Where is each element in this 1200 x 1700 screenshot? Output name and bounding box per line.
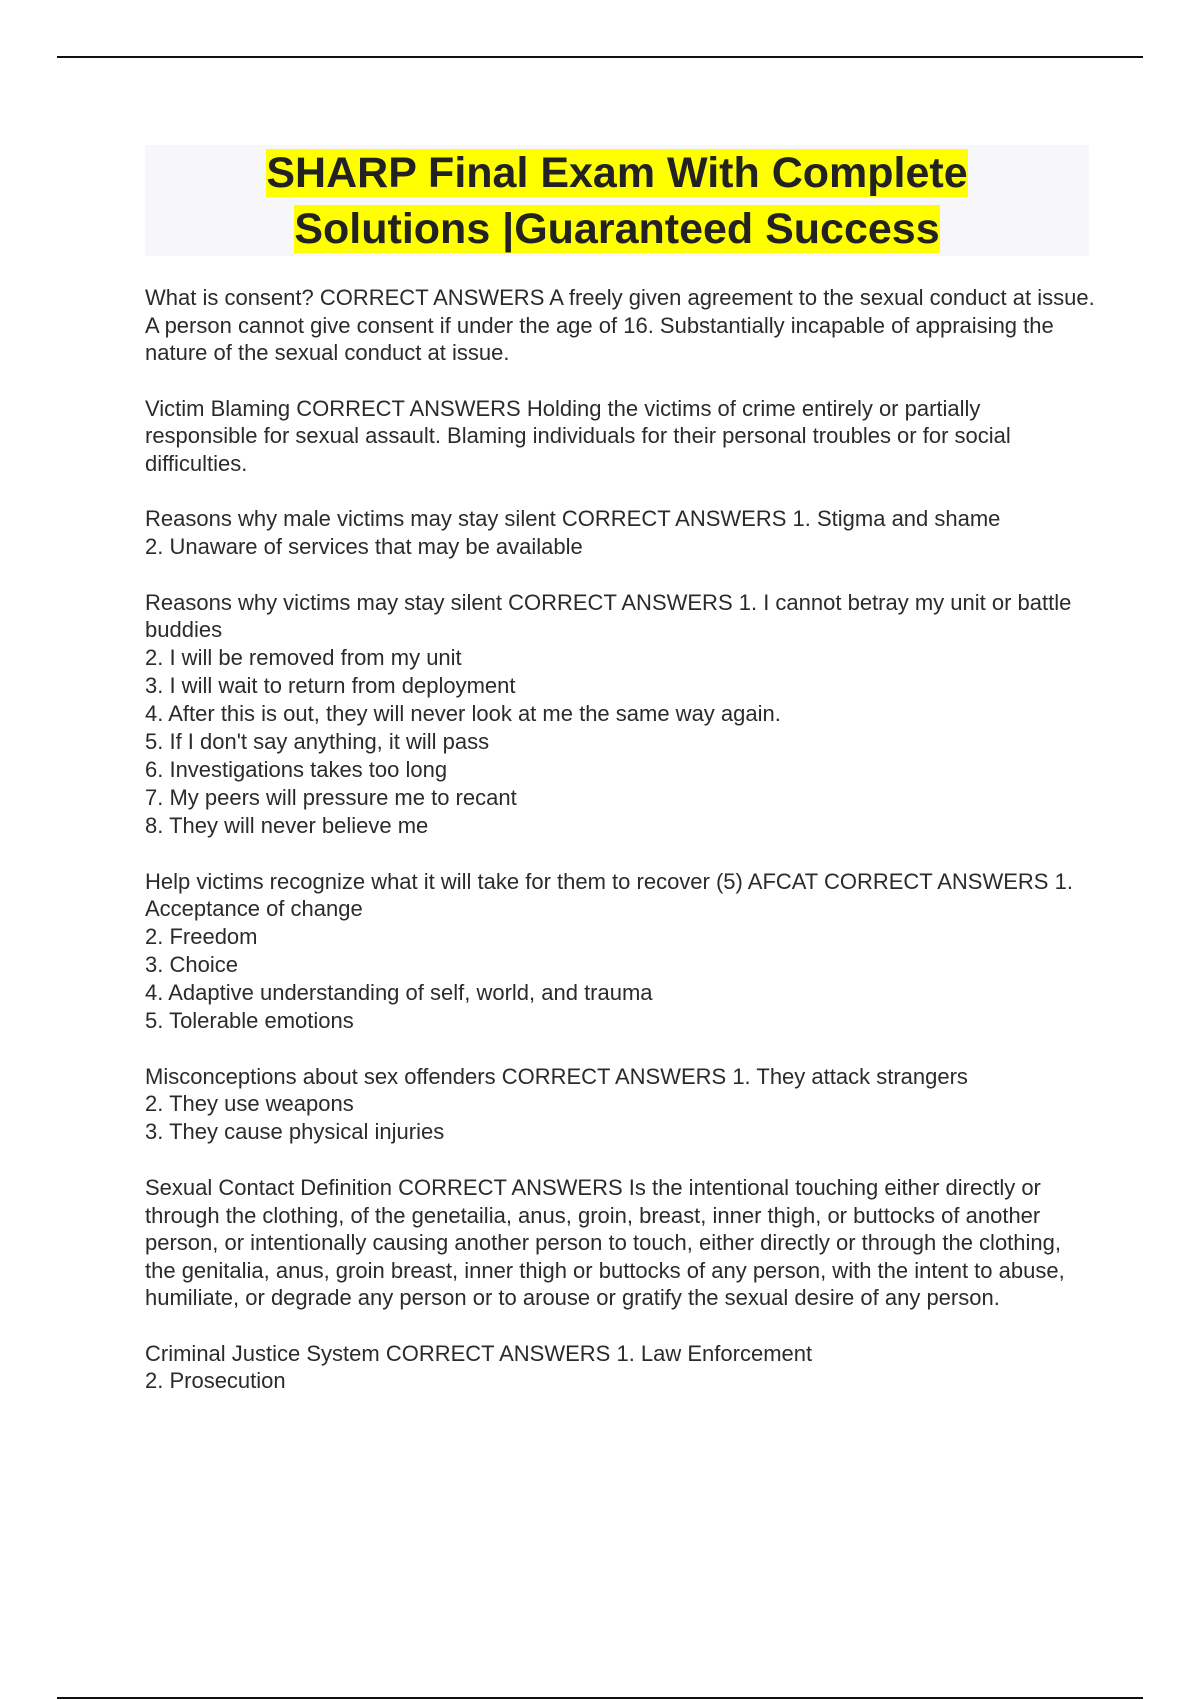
document-title	[145, 145, 1089, 256]
list-item: 3. Choice	[145, 951, 238, 977]
list-item: 3. I will wait to return from deployment	[145, 672, 516, 698]
list-item: 6. Investigations takes too long	[145, 756, 448, 782]
list-item: 5. If I don't say anything, it will pass	[145, 728, 490, 754]
list-item: 5. Tolerable emotions	[145, 1007, 354, 1033]
top-rule	[57, 56, 1143, 58]
title-line-1: SHARP Final Exam With Complete	[266, 149, 968, 197]
list-item: 2. Unaware of services that may be available	[145, 533, 583, 559]
qa-entry-victims-silent: Reasons why victims may stay silent CORRECT ANSWERS 1. I cannot betray my unit or battle buddies 2. I will be removed from my unit 3. I will wait to return from deployment 4. After this is out, they will never look at me the same way again. 5. If I don't say anything, it will pass 6. Investigations takes too long 7. My peers will pressure me to recant 8. They will never believe me	[145, 589, 1095, 840]
qa-entry-consent: What is consent? CORRECT ANSWERS A freely given agreement to the sexual conduct at issue. A person cannot give consent if under the age of 16. Substantially incapable of appraising the nature of the sexual conduct at issue.	[145, 285, 1095, 365]
list-item: 4. Adaptive understanding of self, world, and trauma	[145, 979, 653, 1005]
qa-entry-male-victims-silent: Reasons why male victims may stay silent CORRECT ANSWERS 1. Stigma and shame 2. Unaware of services that may be available	[145, 505, 1095, 561]
list-item: 2. Freedom	[145, 923, 258, 949]
title-line-2: Solutions |Guaranteed Success	[294, 205, 940, 253]
qa-entry-victim-blaming: Victim Blaming CORRECT ANSWERS Holding the victims of crime entirely or partially responsible for sexual assault. Blaming individuals for their personal troubles or for social difficulties.	[145, 395, 1011, 476]
qa-entry-sexual-contact: Sexual Contact Definition CORRECT ANSWERS Is the intentional touching either directly or through the clothing, of the genetailia, anus, groin, breast, inner thigh, or buttocks of another person, or intentionally causing another person to touch, either directly or through the clothing, the genitalia, anus, groin breast, inner thigh or buttocks of any person, with the intent to abuse, humiliate, or degrade any person or to arouse or gratify the sexual desire of any person.	[145, 1175, 1065, 1310]
bottom-rule	[57, 1697, 1143, 1699]
list-item: 2. I will be removed from my unit	[145, 644, 462, 670]
qa-list	[145, 284, 1095, 1423]
list-item: 4. After this is out, they will never look at me the same way again.	[145, 700, 781, 726]
list-item: 7. My peers will pressure me to recant	[145, 784, 517, 810]
qa-entry-criminal-justice: Criminal Justice System CORRECT ANSWERS 1. Law Enforcement 2. Prosecution	[145, 1340, 1095, 1396]
qa-entry-afcat: Help victims recognize what it will take for them to recover (5) AFCAT CORRECT ANSWERS 1. Acceptance of change 2. Freedom 3. Choice 4. Adaptive understanding of self, world, and trauma 5. Tolerable emotions	[145, 868, 1095, 1035]
list-item: 2. They use weapons	[145, 1091, 354, 1116]
qa-entry-offender-misconceptions: Misconceptions about sex offenders CORRECT ANSWERS 1. They attack strangers 2. They use weapons 3. They cause physical injuries	[145, 1063, 1095, 1147]
list-item: 8. They will never believe me	[145, 812, 429, 838]
list-item: 2. Prosecution	[145, 1368, 286, 1393]
list-item: 3. They cause physical injuries	[145, 1119, 445, 1144]
